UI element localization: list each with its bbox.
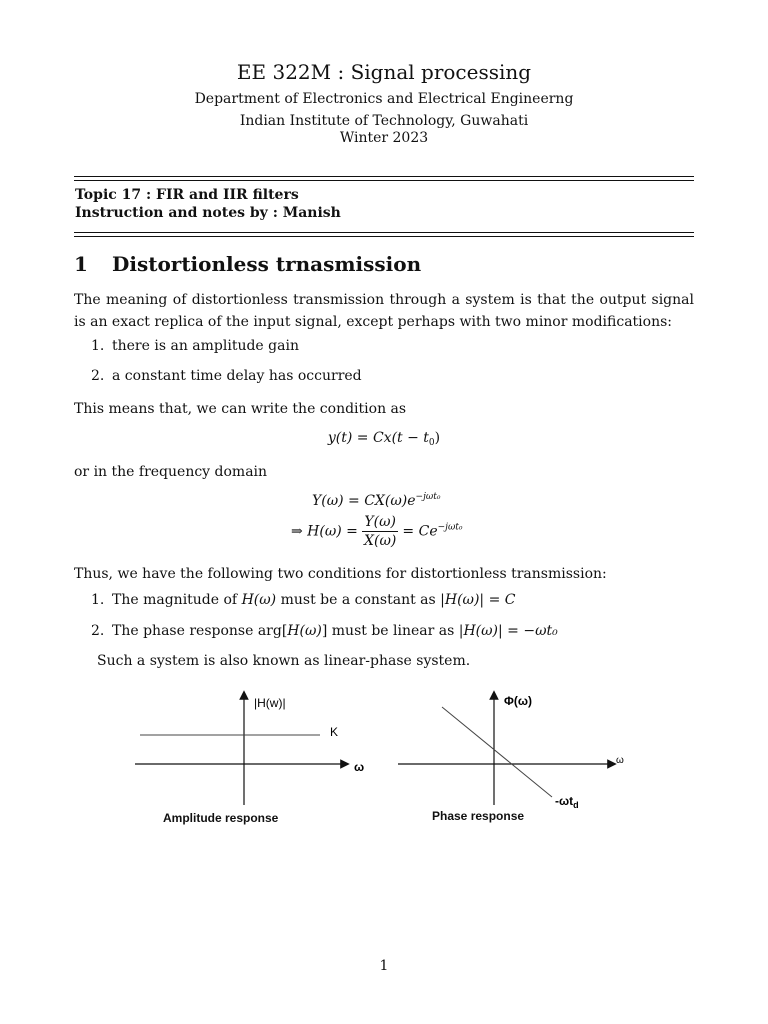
gain-label: K	[330, 725, 339, 739]
phase-line-label: $-\omega t_d$	[555, 794, 579, 810]
equation-time-domain: $y(t) = Cx(t - t_0)$	[327, 430, 441, 448]
section-number: 1	[74, 252, 88, 276]
section-title: Distortionless trnasmission	[112, 252, 422, 276]
page-number: 1	[379, 958, 389, 974]
list-item: 1. The magnitude of H(ω) must be a constant as |H(ω)| = C	[91, 592, 516, 608]
equation-transfer-function: ⇒ H(ω) = $\frac{Y(\omega)}{X(\omega)}$ = $Ce^{-j\omega t_0}$	[291, 514, 463, 549]
y-axis-label: Φ(ω)	[504, 694, 532, 708]
bottom-rule-2	[74, 236, 694, 237]
x-axis-label: ω	[616, 755, 624, 766]
phase-caption: Phase response	[432, 809, 525, 823]
section-heading	[74, 252, 421, 276]
term: Winter 2023	[339, 130, 429, 146]
document-title: EE 322M : Signal processing	[236, 60, 532, 84]
author-line: Instruction and notes by : Manish	[75, 205, 341, 221]
paragraph-linear-phase: Such a system is also known as linear-phase system.	[97, 653, 471, 669]
paragraph-conditions: Thus, we have the following two conditions for distortionless transmission:	[74, 566, 607, 582]
amplitude-caption: Amplitude response	[163, 811, 279, 825]
institute-name: Indian Institute of Technology, Guwahati	[239, 113, 529, 129]
list-item: 2. a constant time delay has occurred	[91, 368, 362, 384]
paragraph-intro: The meaning of distortionless transmission through a system is that the output signal is an exact replica of the input signal, except perhaps with two minor modifications:	[74, 292, 694, 330]
paragraph-condition: This means that, we can write the condition as	[74, 401, 407, 417]
topic-line: Topic 17 : FIR and IIR filters	[75, 187, 299, 203]
top-rule-2	[74, 180, 694, 181]
bottom-rule-1	[74, 232, 694, 233]
paragraph-frequency: or in the frequency domain	[74, 464, 268, 480]
list-item: 1. there is an amplitude gain	[91, 338, 299, 354]
equation-frequency-domain: $Y(\omega) = CX(\omega)e^{-j\omega t_0}$	[312, 492, 441, 509]
department-name: Department of Electronics and Electrical Engineerng	[194, 91, 574, 107]
top-rule-1	[74, 176, 694, 177]
x-axis-label: ω	[354, 760, 365, 774]
list-item: 2. The phase response arg[H(ω)] must be linear as |H(ω)| = −ωt₀	[91, 623, 558, 639]
linear-phase-line	[442, 707, 552, 797]
y-axis-label: |H(w)|	[254, 696, 286, 710]
phase-response-figure	[390, 685, 640, 815]
